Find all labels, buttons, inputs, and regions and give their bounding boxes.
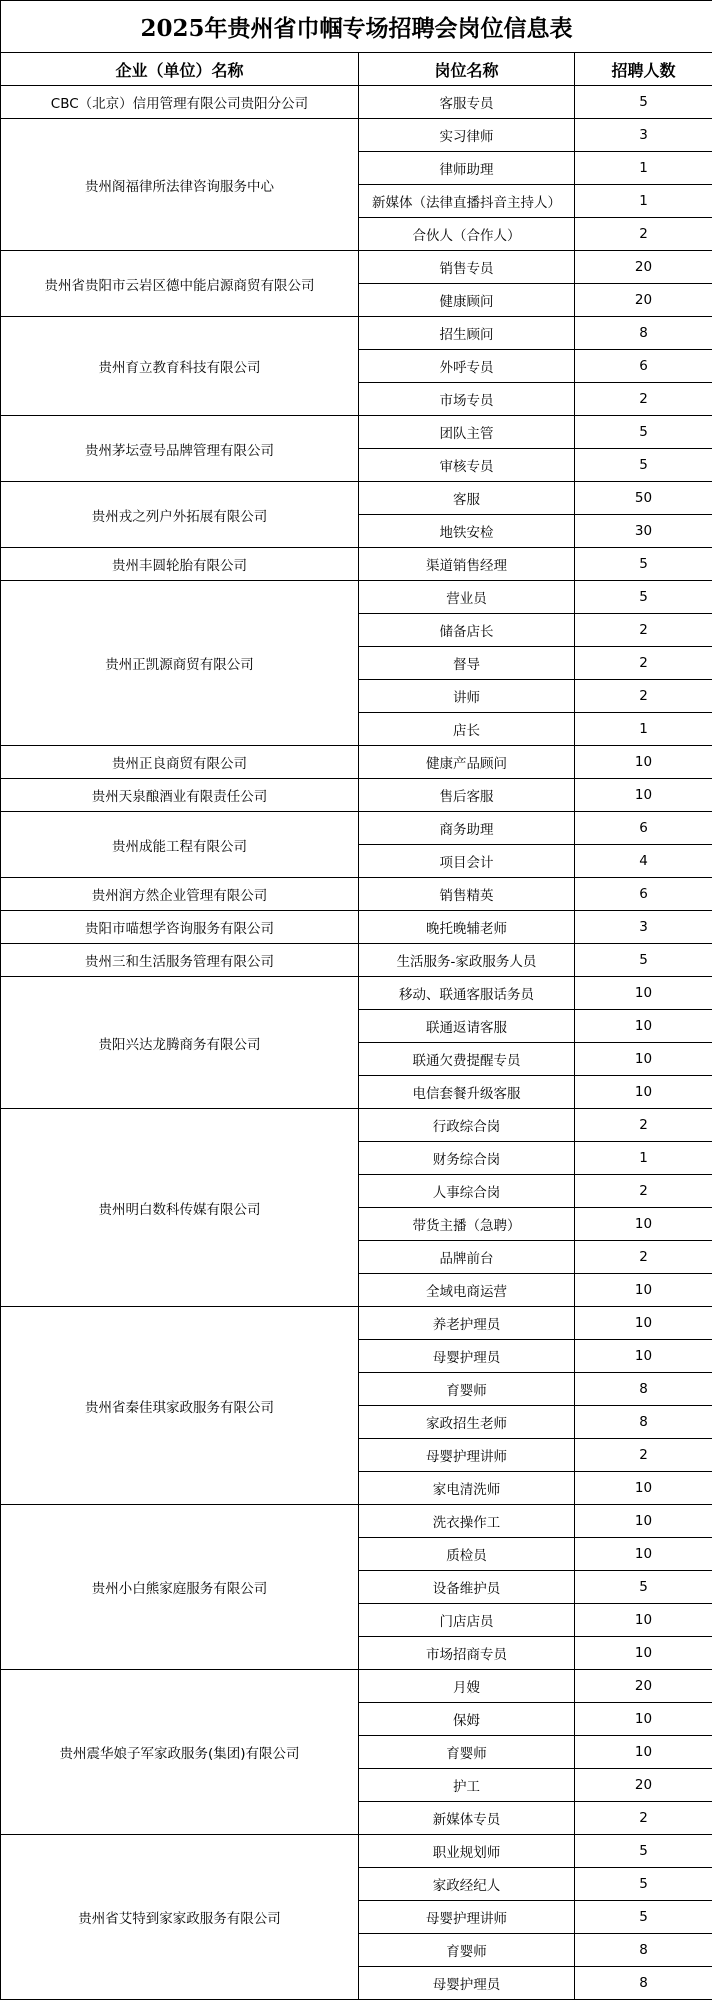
table-row <box>1 779 712 812</box>
company-name-cell: 贵州茅坛壹号品牌管理有限公司 <box>1 416 359 482</box>
hiring-count-cell: 10 <box>575 1538 712 1571</box>
position-title-cell: 人事综合岗 <box>359 1175 575 1208</box>
hiring-count-cell: 10 <box>575 779 712 812</box>
company-name-cell: 贵州润方然企业管理有限公司 <box>1 878 359 911</box>
table-body <box>1 86 712 2000</box>
position-title-cell: 健康产品顾问 <box>359 746 575 779</box>
hiring-count-cell: 5 <box>575 449 712 482</box>
position-title-cell: 保姆 <box>359 1703 575 1736</box>
position-title-cell: 育婴师 <box>359 1736 575 1769</box>
hiring-count-cell: 50 <box>575 482 712 515</box>
position-title-cell: 外呼专员 <box>359 350 575 383</box>
position-title-cell: 母婴护理员 <box>359 1967 575 2000</box>
position-title-cell: 团队主管 <box>359 416 575 449</box>
table-row <box>1 746 712 779</box>
table-row <box>1 911 712 944</box>
hiring-count-cell: 10 <box>575 1637 712 1670</box>
hiring-count-cell: 2 <box>575 1802 712 1835</box>
table-row <box>1 1307 712 1340</box>
company-name-cell: CBC（北京）信用管理有限公司贵阳分公司 <box>1 86 359 119</box>
hiring-count-cell: 6 <box>575 812 712 845</box>
hiring-count-cell: 10 <box>575 1208 712 1241</box>
position-title-cell: 行政综合岗 <box>359 1109 575 1142</box>
hiring-count-cell: 10 <box>575 977 712 1010</box>
hiring-count-cell: 8 <box>575 1934 712 1967</box>
position-title-cell: 职业规划师 <box>359 1835 575 1868</box>
company-name-cell: 贵阳兴达龙腾商务有限公司 <box>1 977 359 1109</box>
position-title-cell: 督导 <box>359 647 575 680</box>
position-title-cell: 新媒体专员 <box>359 1802 575 1835</box>
table-row <box>1 581 712 614</box>
position-title-cell: 储备店长 <box>359 614 575 647</box>
table-row <box>1 482 712 515</box>
company-name-cell: 贵州天泉酿酒业有限责任公司 <box>1 779 359 812</box>
hiring-count-cell: 5 <box>575 1868 712 1901</box>
hiring-count-cell: 10 <box>575 1703 712 1736</box>
company-name-cell: 贵州省艾特到家家政服务有限公司 <box>1 1835 359 2000</box>
hiring-count-cell: 5 <box>575 1901 712 1934</box>
hiring-count-cell: 8 <box>575 1967 712 2000</box>
hiring-count-cell: 10 <box>575 1340 712 1373</box>
hiring-count-cell: 6 <box>575 878 712 911</box>
position-title-cell: 客服 <box>359 482 575 515</box>
position-title-cell: 项目会计 <box>359 845 575 878</box>
hiring-count-cell: 5 <box>575 416 712 449</box>
position-title-cell: 电信套餐升级客服 <box>359 1076 575 1109</box>
hiring-count-cell: 10 <box>575 1307 712 1340</box>
hiring-count-cell: 10 <box>575 746 712 779</box>
table-row <box>1 86 712 119</box>
company-name-cell: 贵州正凯源商贸有限公司 <box>1 581 359 746</box>
table-row <box>1 1835 712 1868</box>
position-title-cell: 母婴护理讲师 <box>359 1439 575 1472</box>
hiring-count-cell: 10 <box>575 1076 712 1109</box>
position-title-cell: 生活服务-家政服务人员 <box>359 944 575 977</box>
hiring-count-cell: 10 <box>575 1736 712 1769</box>
column-header-company: 企业（单位）名称 <box>1 53 359 86</box>
position-title-cell: 养老护理员 <box>359 1307 575 1340</box>
position-title-cell: 审核专员 <box>359 449 575 482</box>
hiring-count-cell: 5 <box>575 548 712 581</box>
hiring-count-cell: 4 <box>575 845 712 878</box>
table-row <box>1 317 712 350</box>
position-title-cell: 售后客服 <box>359 779 575 812</box>
table-row <box>1 1670 712 1703</box>
hiring-count-cell: 5 <box>575 1571 712 1604</box>
position-title-cell: 招生顾问 <box>359 317 575 350</box>
position-title-cell: 全域电商运营 <box>359 1274 575 1307</box>
position-title-cell: 商务助理 <box>359 812 575 845</box>
position-title-cell: 店长 <box>359 713 575 746</box>
hiring-count-cell: 20 <box>575 284 712 317</box>
position-title-cell: 健康顾问 <box>359 284 575 317</box>
hiring-count-cell: 2 <box>575 1109 712 1142</box>
hiring-count-cell: 2 <box>575 1175 712 1208</box>
column-header-count: 招聘人数 <box>575 53 712 86</box>
position-title-cell: 育婴师 <box>359 1934 575 1967</box>
table-row <box>1 416 712 449</box>
hiring-count-cell: 20 <box>575 251 712 284</box>
hiring-count-cell: 8 <box>575 317 712 350</box>
table-row <box>1 812 712 845</box>
hiring-count-cell: 2 <box>575 614 712 647</box>
position-title-cell: 联通返请客服 <box>359 1010 575 1043</box>
hiring-count-cell: 2 <box>575 647 712 680</box>
position-title-cell: 联通欠费提醒专员 <box>359 1043 575 1076</box>
hiring-count-cell: 5 <box>575 581 712 614</box>
position-title-cell: 移动、联通客服话务员 <box>359 977 575 1010</box>
position-title-cell: 市场专员 <box>359 383 575 416</box>
position-title-cell: 品牌前台 <box>359 1241 575 1274</box>
position-title-cell: 母婴护理讲师 <box>359 1901 575 1934</box>
position-title-cell: 律师助理 <box>359 152 575 185</box>
hiring-count-cell: 8 <box>575 1373 712 1406</box>
position-title-cell: 实习律师 <box>359 119 575 152</box>
table-row <box>1 548 712 581</box>
hiring-count-cell: 20 <box>575 1670 712 1703</box>
table-row <box>1 1505 712 1538</box>
hiring-count-cell: 10 <box>575 1472 712 1505</box>
company-name-cell: 贵州明白数科传媒有限公司 <box>1 1109 359 1307</box>
position-title-cell: 家政招生老师 <box>359 1406 575 1439</box>
hiring-count-cell: 5 <box>575 944 712 977</box>
position-title-cell: 讲师 <box>359 680 575 713</box>
hiring-count-cell: 2 <box>575 383 712 416</box>
table-row <box>1 1109 712 1142</box>
position-title-cell: 晚托晚辅老师 <box>359 911 575 944</box>
position-title-cell: 月嫂 <box>359 1670 575 1703</box>
position-title-cell: 护工 <box>359 1769 575 1802</box>
hiring-count-cell: 2 <box>575 218 712 251</box>
hiring-count-cell: 1 <box>575 713 712 746</box>
company-name-cell: 贵州三和生活服务管理有限公司 <box>1 944 359 977</box>
hiring-count-cell: 1 <box>575 1142 712 1175</box>
position-title-cell: 新媒体（法律直播抖音主持人） <box>359 185 575 218</box>
position-title-cell: 财务综合岗 <box>359 1142 575 1175</box>
position-title-cell: 门店店员 <box>359 1604 575 1637</box>
position-title-cell: 育婴师 <box>359 1373 575 1406</box>
hiring-count-cell: 10 <box>575 1604 712 1637</box>
hiring-count-cell: 10 <box>575 1043 712 1076</box>
hiring-count-cell: 2 <box>575 1439 712 1472</box>
hiring-count-cell: 2 <box>575 1241 712 1274</box>
hiring-count-cell: 8 <box>575 1406 712 1439</box>
position-title-cell: 家电清洗师 <box>359 1472 575 1505</box>
position-title-cell: 设备维护员 <box>359 1571 575 1604</box>
hiring-count-cell: 10 <box>575 1505 712 1538</box>
position-title-cell: 销售精英 <box>359 878 575 911</box>
company-name-cell: 贵州省贵阳市云岩区德中能启源商贸有限公司 <box>1 251 359 317</box>
table-row <box>1 119 712 152</box>
hiring-count-cell: 5 <box>575 86 712 119</box>
company-name-cell: 贵州省秦佳琪家政服务有限公司 <box>1 1307 359 1505</box>
hiring-count-cell: 2 <box>575 680 712 713</box>
table-row <box>1 944 712 977</box>
position-title-cell: 地铁安检 <box>359 515 575 548</box>
hiring-count-cell: 1 <box>575 185 712 218</box>
position-title-cell: 带货主播（急聘） <box>359 1208 575 1241</box>
position-title-cell: 家政经纪人 <box>359 1868 575 1901</box>
company-name-cell: 贵州丰圆轮胎有限公司 <box>1 548 359 581</box>
position-title-cell: 洗衣操作工 <box>359 1505 575 1538</box>
company-name-cell: 贵阳市喵想学咨询服务有限公司 <box>1 911 359 944</box>
position-title-cell: 营业员 <box>359 581 575 614</box>
company-name-cell: 贵州成能工程有限公司 <box>1 812 359 878</box>
position-title-cell: 市场招商专员 <box>359 1637 575 1670</box>
table-title: 2025年贵州省巾帼专场招聘会岗位信息表 <box>1 1 712 53</box>
hiring-count-cell: 30 <box>575 515 712 548</box>
hiring-count-cell: 3 <box>575 911 712 944</box>
company-name-cell: 贵州育立教育科技有限公司 <box>1 317 359 416</box>
hiring-count-cell: 10 <box>575 1274 712 1307</box>
position-title-cell: 质检员 <box>359 1538 575 1571</box>
hiring-count-cell: 6 <box>575 350 712 383</box>
hiring-count-cell: 20 <box>575 1769 712 1802</box>
hiring-count-cell: 3 <box>575 119 712 152</box>
table-row <box>1 878 712 911</box>
position-title-cell: 客服专员 <box>359 86 575 119</box>
company-name-cell: 贵州阁福律所法律咨询服务中心 <box>1 119 359 251</box>
position-title-cell: 合伙人（合作人） <box>359 218 575 251</box>
position-title-cell: 母婴护理员 <box>359 1340 575 1373</box>
hiring-count-cell: 5 <box>575 1835 712 1868</box>
company-name-cell: 贵州小白熊家庭服务有限公司 <box>1 1505 359 1670</box>
column-header-position: 岗位名称 <box>359 53 575 86</box>
position-title-cell: 销售专员 <box>359 251 575 284</box>
company-name-cell: 贵州正良商贸有限公司 <box>1 746 359 779</box>
hiring-count-cell: 10 <box>575 1010 712 1043</box>
company-name-cell: 贵州震华娘子军家政服务(集团)有限公司 <box>1 1670 359 1835</box>
table-row <box>1 251 712 284</box>
company-name-cell: 贵州戎之列户外拓展有限公司 <box>1 482 359 548</box>
position-title-cell: 渠道销售经理 <box>359 548 575 581</box>
table-row <box>1 977 712 1010</box>
hiring-count-cell: 1 <box>575 152 712 185</box>
